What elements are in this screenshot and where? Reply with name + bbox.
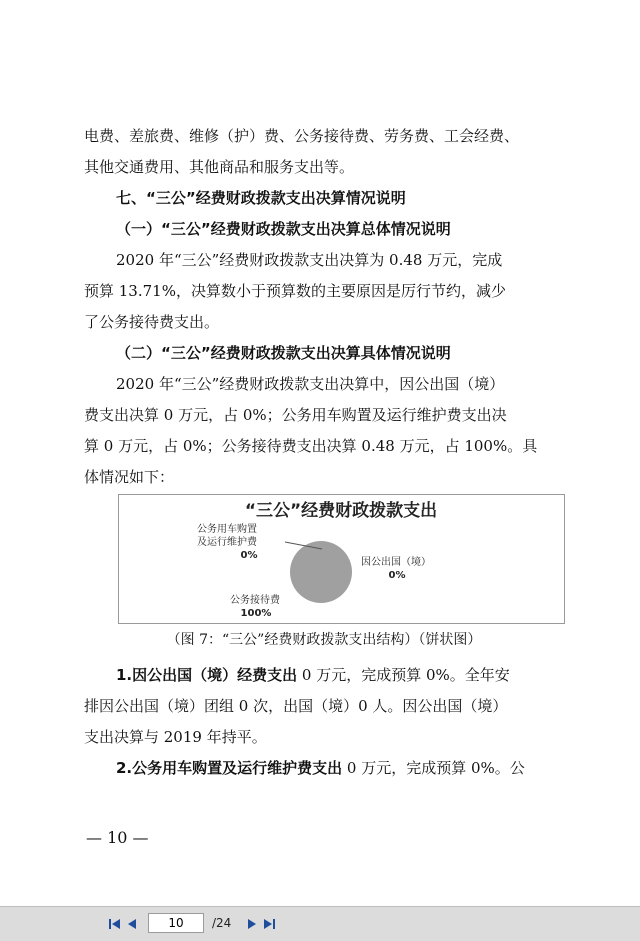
- slice-label-vehicle-line1: 公务用车购置: [197, 524, 257, 535]
- item-text: 支出决算与 2019 年持平。: [84, 728, 267, 746]
- pie-slice-2: [290, 541, 352, 603]
- pie-slices: [290, 541, 352, 603]
- item-text: 0 万元，完成预算 0%。公: [342, 759, 525, 777]
- slice-percent-abroad: 0%: [388, 570, 406, 581]
- paragraph-line: 2020 年“三公”经费财政拨款支出决算中，因公出国（境）: [116, 375, 505, 393]
- section-heading: 七、“三公”经费财政拨款支出决算情况说明: [116, 189, 406, 207]
- next-page-icon[interactable]: [244, 916, 260, 932]
- slice-label-reception: 公务接待费: [230, 595, 280, 606]
- paragraph-line: 了公务接待费支出。: [84, 313, 220, 331]
- page-number-footer: — 10 —: [86, 828, 149, 847]
- pie-chart: [118, 494, 565, 624]
- paragraph-line: 算 0 万元，占 0%；公务接待费支出决算 0.48 万元，占 100%。具: [84, 437, 538, 455]
- slice-label-abroad: 因公出国（境）: [361, 557, 431, 568]
- paragraph-line: [84, 753, 564, 784]
- paragraph-line: [84, 722, 564, 753]
- item-text: 0 万元，完成预算 0%。全年安: [297, 666, 510, 684]
- pdf-toolbar: [0, 906, 640, 941]
- paragraph-line: 2020 年“三公”经费财政拨款支出决算为 0.48 万元，完成: [116, 251, 503, 269]
- slice-percent-vehicle: 0%: [240, 550, 258, 561]
- paragraph-line: 体情况如下：: [84, 468, 175, 486]
- section-heading: （一）“三公”经费财政拨款支出决算总体情况说明: [116, 220, 451, 238]
- first-page-icon[interactable]: [107, 916, 123, 932]
- paragraph-line: 电费、差旅费、维修（护）费、公务接待费、劳务费、工会经费、: [84, 127, 520, 145]
- total-pages: /24: [212, 916, 232, 930]
- prev-page-icon[interactable]: [124, 916, 140, 932]
- paragraph-line: 费支出决算 0 万元，占 0%；公务用车购置及运行维护费支出决: [84, 406, 507, 424]
- item-heading: 1.因公出国（境）经费支出: [116, 666, 298, 684]
- paragraph-line: [84, 660, 564, 691]
- slice-label-vehicle-line2: 及运行维护费: [197, 537, 257, 548]
- item-heading: 2.公务用车购置及运行维护费支出: [116, 759, 343, 777]
- slice-percent-reception: 100%: [240, 608, 272, 619]
- chart-title: “三公”经费财政拨款支出: [244, 501, 438, 521]
- item-text: 排因公出国（境）团组 0 次，出国（境）0 人。因公出国（境）: [84, 697, 508, 715]
- figure-caption: （图 7：“三公”经费财政拨款支出结构）（饼状图）: [166, 632, 482, 648]
- last-page-icon[interactable]: [261, 916, 277, 932]
- page-number-input[interactable]: [148, 913, 204, 933]
- paragraph-line: [84, 691, 564, 722]
- pie-chart-svg: [119, 495, 564, 623]
- paragraph-line: 预算 13.71%，决算数小于预算数的主要原因是厉行节约，减少: [84, 282, 506, 300]
- section-heading: （二）“三公”经费财政拨款支出决算具体情况说明: [116, 344, 451, 362]
- paragraph-line: 其他交通费用、其他商品和服务支出等。: [84, 158, 355, 176]
